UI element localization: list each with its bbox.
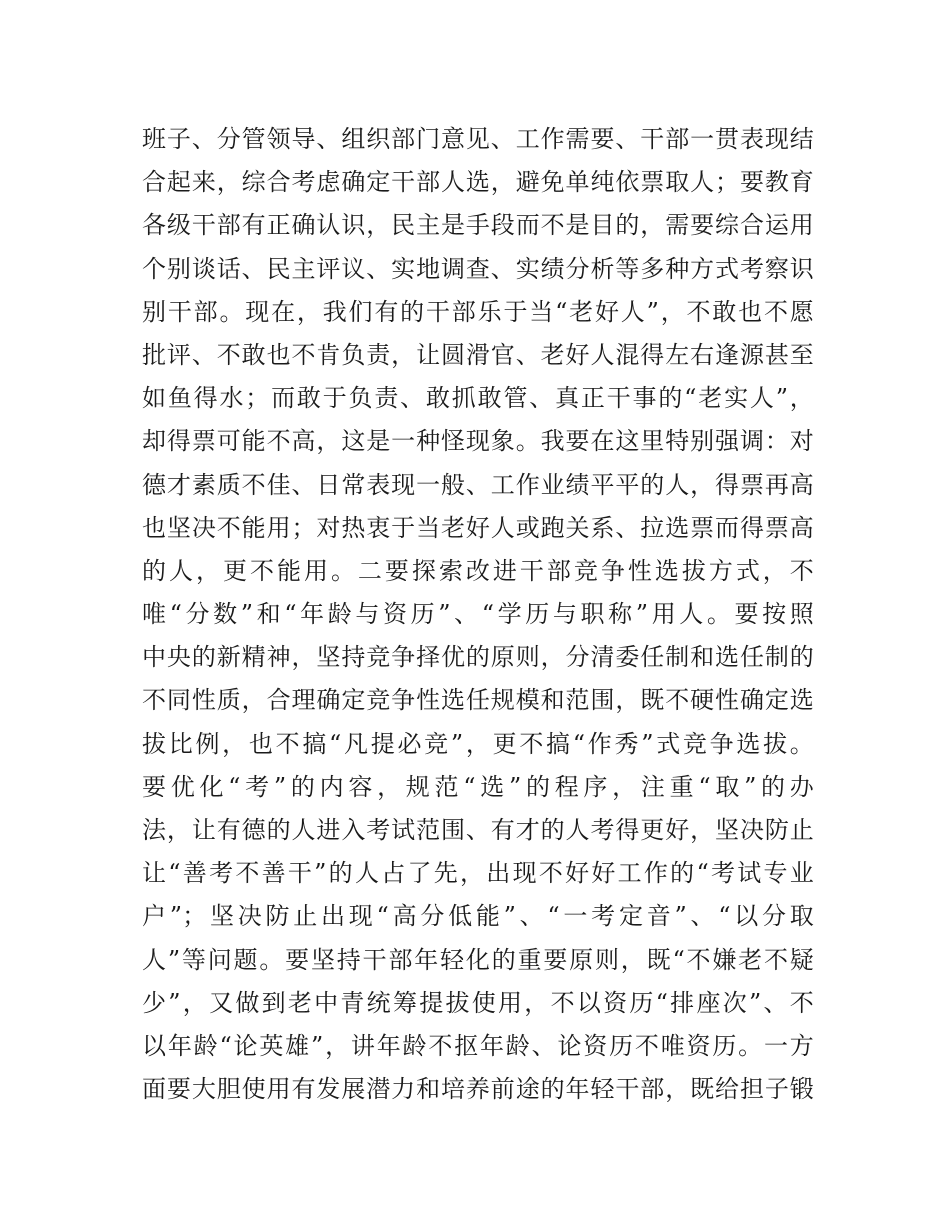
text-line: 要优化“考”的内容，规范“选”的程序，注重“取”的办 <box>142 772 814 801</box>
text-line: 班子、分管领导、组织部门意见、工作需要、干部一贯表现结 <box>142 125 814 153</box>
text-line: 各级干部有正确认识，民主是手段而不是目的，需要综合运用 <box>142 211 814 240</box>
text-line: 拔比例，也不搞“凡提必竞”，更不搞“作秀”式竞争选拔。 <box>142 729 814 758</box>
text-line: 别干部。现在，我们有的干部乐于当“老好人”，不敢也不愿 <box>142 297 814 326</box>
text-line: 批评、不敢也不肯负责，让圆滑官、老好人混得左右逢源甚至 <box>142 340 814 369</box>
text-line: 如鱼得水；而敢于负责、敢抓敢管、真正干事的“老实人”， <box>142 384 814 413</box>
body-text <box>142 118 814 1111</box>
text-line: 人”等问题。要坚持干部年轻化的重要原则，既“不嫌老不疑 <box>142 945 814 974</box>
text-line: 面要大胆使用有发展潜力和培养前途的年轻干部，既给担子锻 <box>142 1075 814 1104</box>
text-line: 却得票可能不高，这是一种怪现象。我要在这里特别强调：对 <box>142 427 814 456</box>
text-line: 中央的新精神，坚持竞争择优的原则，分清委任制和选任制的 <box>142 643 814 672</box>
text-line: 唯“分数”和“年龄与资历”、“学历与职称”用人。要按照 <box>142 600 814 629</box>
text-line: 户”；坚决防止出现“高分低能”、“一考定音”、“以分取 <box>142 902 814 931</box>
text-line: 不同性质，合理确定竞争性选任规模和范围，既不硬性确定选 <box>142 686 814 715</box>
text-line: 的人，更不能用。二要探索改进干部竞争性选拔方式，不 <box>142 556 814 585</box>
text-line: 也坚决不能用；对热衷于当老好人或跑关系、拉选票而得票高 <box>142 513 814 542</box>
text-line: 以年龄“论英雄”，讲年龄不抠年龄、论资历不唯资历。一方 <box>142 1031 814 1060</box>
text-line: 合起来，综合考虑确定干部人选，避免单纯依票取人；要教育 <box>142 168 814 197</box>
text-line: 个别谈话、民主评议、实地调查、实绩分析等多种方式考察识 <box>142 254 814 283</box>
text-line: 少”，又做到老中青统筹提拔使用，不以资历“排座次”、不 <box>142 988 814 1017</box>
text-line: 法，让有德的人进入考试范围、有才的人考得更好，坚决防止 <box>142 816 814 844</box>
text-line: 让“善考不善干”的人占了先，出现不好好工作的“考试专业 <box>142 859 814 888</box>
text-line: 德才素质不佳、日常表现一般、工作业绩平平的人，得票再高 <box>142 470 814 499</box>
